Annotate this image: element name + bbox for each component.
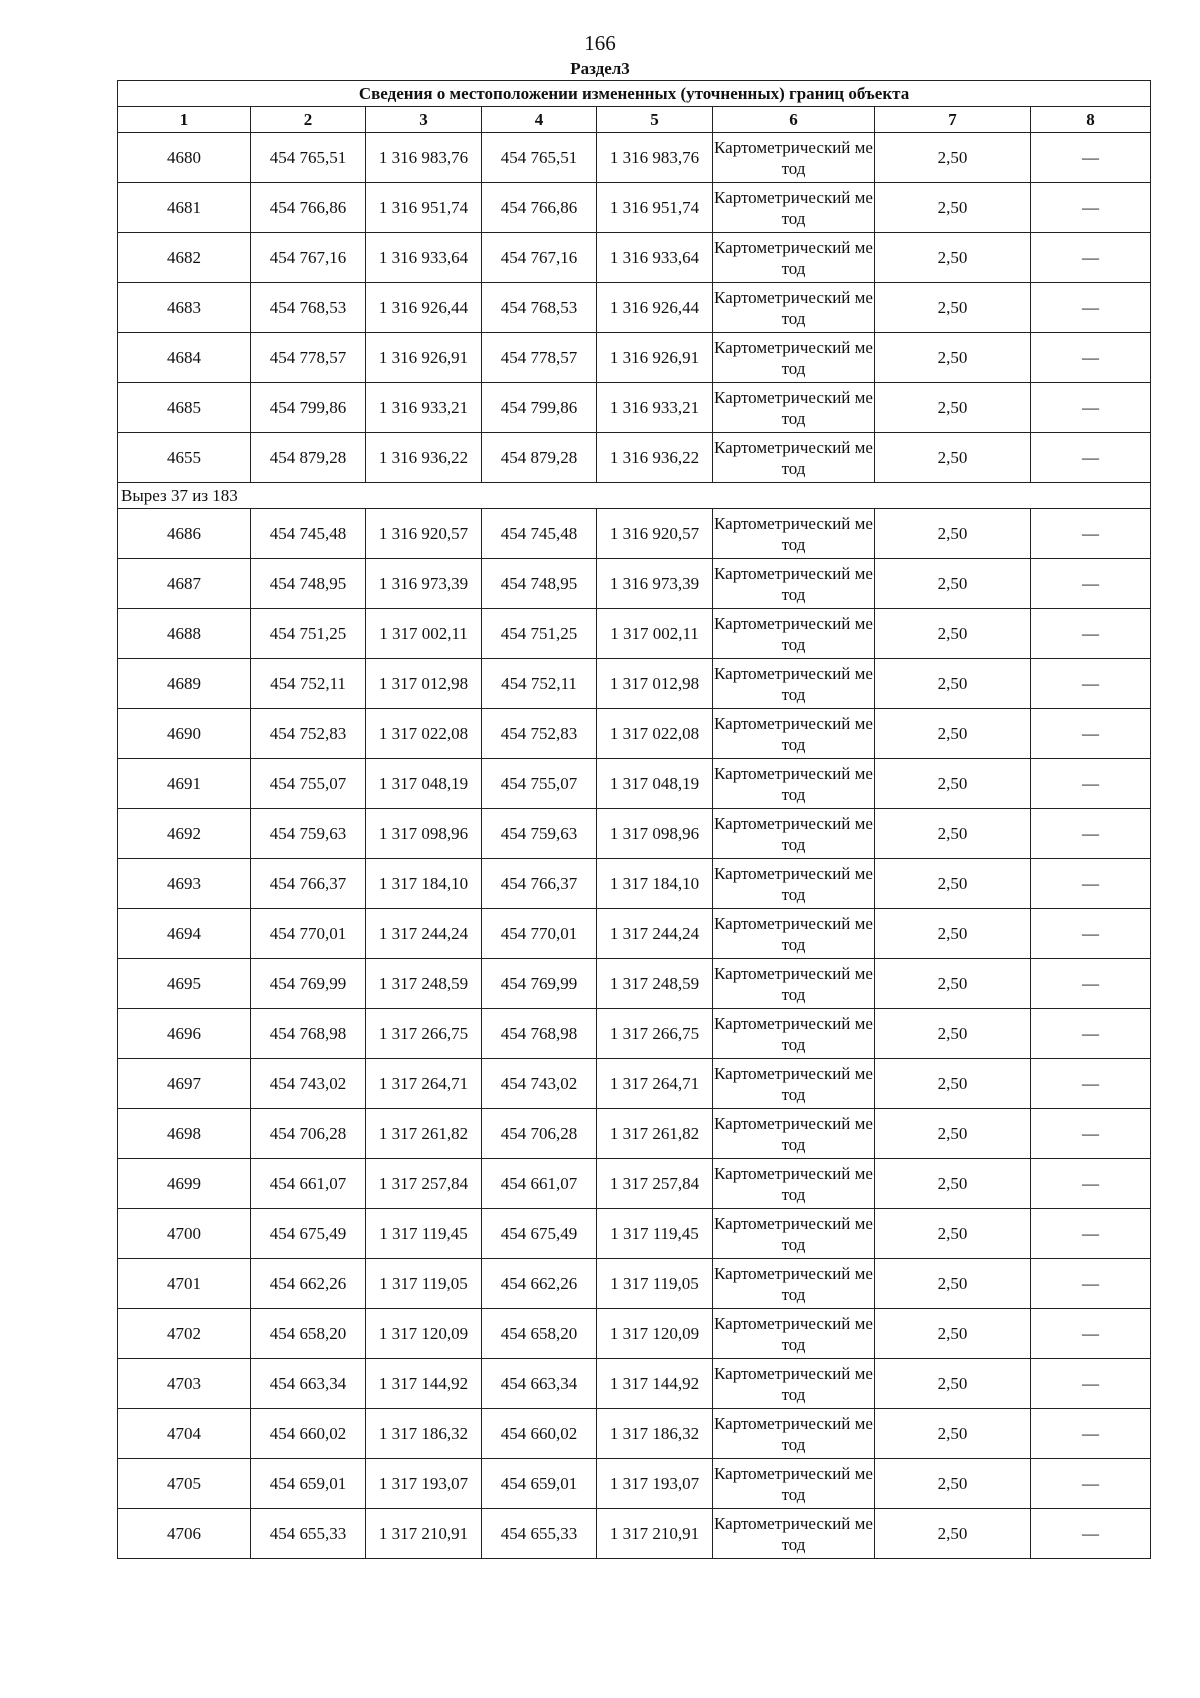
method-cell: Картометрический метод bbox=[713, 1459, 875, 1509]
accuracy-cell: 2,50 bbox=[875, 609, 1031, 659]
table-row bbox=[118, 1159, 1151, 1209]
x-coordinate-new-cell: 454 745,48 bbox=[482, 509, 597, 559]
y-coordinate-new-cell: 1 317 120,09 bbox=[597, 1309, 713, 1359]
y-coordinate-cell: 1 317 264,71 bbox=[366, 1059, 482, 1109]
note-cell: — bbox=[1031, 183, 1151, 233]
method-cell: Картометрический метод bbox=[713, 609, 875, 659]
page-number: 166 bbox=[584, 31, 616, 55]
y-coordinate-cell: 1 317 002,11 bbox=[366, 609, 482, 659]
method-cell: Картометрический метод bbox=[713, 1059, 875, 1109]
method-cell: Картометрический метод bbox=[713, 959, 875, 1009]
method-cell: Картометрический метод bbox=[713, 1409, 875, 1459]
x-coordinate-cell: 454 660,02 bbox=[251, 1409, 366, 1459]
table-row bbox=[118, 1459, 1151, 1509]
table-row bbox=[118, 759, 1151, 809]
y-coordinate-cell: 1 317 261,82 bbox=[366, 1109, 482, 1159]
x-coordinate-cell: 454 767,16 bbox=[251, 233, 366, 283]
y-coordinate-new-cell: 1 317 022,08 bbox=[597, 709, 713, 759]
point-number-cell: 4696 bbox=[118, 1009, 251, 1059]
note-cell: — bbox=[1031, 1059, 1151, 1109]
accuracy-cell: 2,50 bbox=[875, 659, 1031, 709]
accuracy-cell: 2,50 bbox=[875, 859, 1031, 909]
accuracy-cell: 2,50 bbox=[875, 1409, 1031, 1459]
accuracy-cell: 2,50 bbox=[875, 283, 1031, 333]
table-row bbox=[118, 1109, 1151, 1159]
method-cell: Картометрический метод bbox=[713, 383, 875, 433]
point-number-cell: 4705 bbox=[118, 1459, 251, 1509]
y-coordinate-cell: 1 317 048,19 bbox=[366, 759, 482, 809]
method-cell: Картометрический метод bbox=[713, 1009, 875, 1059]
x-coordinate-new-cell: 454 799,86 bbox=[482, 383, 597, 433]
point-number-cell: 4701 bbox=[118, 1259, 251, 1309]
x-coordinate-new-cell: 454 706,28 bbox=[482, 1109, 597, 1159]
y-coordinate-cell: 1 317 257,84 bbox=[366, 1159, 482, 1209]
y-coordinate-cell: 1 317 186,32 bbox=[366, 1409, 482, 1459]
point-number-cell: 4681 bbox=[118, 183, 251, 233]
x-coordinate-new-cell: 454 778,57 bbox=[482, 333, 597, 383]
method-cell: Картометрический метод bbox=[713, 183, 875, 233]
x-coordinate-cell: 454 706,28 bbox=[251, 1109, 366, 1159]
table-row bbox=[118, 283, 1151, 333]
x-coordinate-cell: 454 745,48 bbox=[251, 509, 366, 559]
accuracy-cell: 2,50 bbox=[875, 433, 1031, 483]
method-cell: Картометрический метод bbox=[713, 559, 875, 609]
y-coordinate-new-cell: 1 317 210,91 bbox=[597, 1509, 713, 1559]
method-cell: Картометрический метод bbox=[713, 333, 875, 383]
x-coordinate-new-cell: 454 659,01 bbox=[482, 1459, 597, 1509]
method-cell: Картометрический метод bbox=[713, 433, 875, 483]
x-coordinate-new-cell: 454 759,63 bbox=[482, 809, 597, 859]
column-header-8: 8 bbox=[1031, 107, 1151, 133]
note-cell: — bbox=[1031, 1459, 1151, 1509]
x-coordinate-cell: 454 752,83 bbox=[251, 709, 366, 759]
accuracy-cell: 2,50 bbox=[875, 133, 1031, 183]
column-number-row bbox=[118, 107, 1151, 133]
x-coordinate-cell: 454 748,95 bbox=[251, 559, 366, 609]
x-coordinate-new-cell: 454 752,11 bbox=[482, 659, 597, 709]
y-coordinate-new-cell: 1 316 973,39 bbox=[597, 559, 713, 609]
y-coordinate-cell: 1 317 119,05 bbox=[366, 1259, 482, 1309]
x-coordinate-cell: 454 778,57 bbox=[251, 333, 366, 383]
y-coordinate-new-cell: 1 317 266,75 bbox=[597, 1009, 713, 1059]
method-cell: Картометрический метод bbox=[713, 759, 875, 809]
x-coordinate-new-cell: 454 752,83 bbox=[482, 709, 597, 759]
y-coordinate-cell: 1 317 144,92 bbox=[366, 1359, 482, 1409]
point-number-cell: 4689 bbox=[118, 659, 251, 709]
table-row bbox=[118, 1409, 1151, 1459]
y-coordinate-cell: 1 317 184,10 bbox=[366, 859, 482, 909]
note-cell: — bbox=[1031, 1309, 1151, 1359]
x-coordinate-cell: 454 658,20 bbox=[251, 1309, 366, 1359]
note-cell: — bbox=[1031, 283, 1151, 333]
y-coordinate-new-cell: 1 316 951,74 bbox=[597, 183, 713, 233]
x-coordinate-cell: 454 769,99 bbox=[251, 959, 366, 1009]
table-row bbox=[118, 609, 1151, 659]
method-cell: Картометрический метод bbox=[713, 1509, 875, 1559]
group-label: Вырез 37 из 183 bbox=[118, 483, 1151, 509]
note-cell: — bbox=[1031, 1209, 1151, 1259]
y-coordinate-cell: 1 316 926,44 bbox=[366, 283, 482, 333]
group-label-row bbox=[118, 483, 1151, 509]
y-coordinate-cell: 1 316 926,91 bbox=[366, 333, 482, 383]
method-cell: Картометрический метод bbox=[713, 509, 875, 559]
table-row bbox=[118, 183, 1151, 233]
y-coordinate-new-cell: 1 317 261,82 bbox=[597, 1109, 713, 1159]
note-cell: — bbox=[1031, 1159, 1151, 1209]
column-header-2: 2 bbox=[251, 107, 366, 133]
x-coordinate-new-cell: 454 770,01 bbox=[482, 909, 597, 959]
table-row bbox=[118, 433, 1151, 483]
table-row bbox=[118, 1259, 1151, 1309]
note-cell: — bbox=[1031, 1259, 1151, 1309]
accuracy-cell: 2,50 bbox=[875, 709, 1031, 759]
table-row bbox=[118, 709, 1151, 759]
x-coordinate-cell: 454 751,25 bbox=[251, 609, 366, 659]
x-coordinate-new-cell: 454 768,53 bbox=[482, 283, 597, 333]
point-number-cell: 4688 bbox=[118, 609, 251, 659]
note-cell: — bbox=[1031, 1009, 1151, 1059]
method-cell: Картометрический метод bbox=[713, 1159, 875, 1209]
y-coordinate-new-cell: 1 317 012,98 bbox=[597, 659, 713, 709]
y-coordinate-new-cell: 1 317 186,32 bbox=[597, 1409, 713, 1459]
accuracy-cell: 2,50 bbox=[875, 1159, 1031, 1209]
note-cell: — bbox=[1031, 809, 1151, 859]
note-cell: — bbox=[1031, 609, 1151, 659]
point-number-cell: 4684 bbox=[118, 333, 251, 383]
note-cell: — bbox=[1031, 1509, 1151, 1559]
table-row bbox=[118, 909, 1151, 959]
column-header-4: 4 bbox=[482, 107, 597, 133]
y-coordinate-new-cell: 1 316 936,22 bbox=[597, 433, 713, 483]
point-number-cell: 4698 bbox=[118, 1109, 251, 1159]
table-title: Сведения о местоположении измененных (уточненных) границ объекта bbox=[118, 81, 1151, 107]
accuracy-cell: 2,50 bbox=[875, 1459, 1031, 1509]
y-coordinate-cell: 1 317 244,24 bbox=[366, 909, 482, 959]
y-coordinate-cell: 1 316 920,57 bbox=[366, 509, 482, 559]
column-header-6: 6 bbox=[713, 107, 875, 133]
y-coordinate-cell: 1 317 012,98 bbox=[366, 659, 482, 709]
note-cell: — bbox=[1031, 1109, 1151, 1159]
method-cell: Картометрический метод bbox=[713, 1309, 875, 1359]
point-number-cell: 4700 bbox=[118, 1209, 251, 1259]
y-coordinate-cell: 1 317 120,09 bbox=[366, 1309, 482, 1359]
table-row bbox=[118, 859, 1151, 909]
x-coordinate-new-cell: 454 751,25 bbox=[482, 609, 597, 659]
y-coordinate-new-cell: 1 317 048,19 bbox=[597, 759, 713, 809]
table-row bbox=[118, 809, 1151, 859]
point-number-cell: 4682 bbox=[118, 233, 251, 283]
y-coordinate-new-cell: 1 316 933,64 bbox=[597, 233, 713, 283]
note-cell: — bbox=[1031, 233, 1151, 283]
point-number-cell: 4685 bbox=[118, 383, 251, 433]
y-coordinate-new-cell: 1 316 926,91 bbox=[597, 333, 713, 383]
note-cell: — bbox=[1031, 759, 1151, 809]
x-coordinate-new-cell: 454 743,02 bbox=[482, 1059, 597, 1109]
method-cell: Картометрический метод bbox=[713, 1359, 875, 1409]
table-row bbox=[118, 383, 1151, 433]
note-cell: — bbox=[1031, 1409, 1151, 1459]
y-coordinate-cell: 1 316 933,64 bbox=[366, 233, 482, 283]
accuracy-cell: 2,50 bbox=[875, 959, 1031, 1009]
point-number-cell: 4704 bbox=[118, 1409, 251, 1459]
note-cell: — bbox=[1031, 509, 1151, 559]
x-coordinate-cell: 454 766,37 bbox=[251, 859, 366, 909]
y-coordinate-cell: 1 316 933,21 bbox=[366, 383, 482, 433]
point-number-cell: 4699 bbox=[118, 1159, 251, 1209]
table-title-row bbox=[118, 81, 1151, 107]
accuracy-cell: 2,50 bbox=[875, 333, 1031, 383]
y-coordinate-new-cell: 1 316 920,57 bbox=[597, 509, 713, 559]
table-row bbox=[118, 333, 1151, 383]
x-coordinate-cell: 454 661,07 bbox=[251, 1159, 366, 1209]
accuracy-cell: 2,50 bbox=[875, 559, 1031, 609]
note-cell: — bbox=[1031, 133, 1151, 183]
method-cell: Картометрический метод bbox=[713, 909, 875, 959]
x-coordinate-cell: 454 765,51 bbox=[251, 133, 366, 183]
y-coordinate-cell: 1 317 266,75 bbox=[366, 1009, 482, 1059]
accuracy-cell: 2,50 bbox=[875, 1109, 1031, 1159]
x-coordinate-new-cell: 454 675,49 bbox=[482, 1209, 597, 1259]
point-number-cell: 4683 bbox=[118, 283, 251, 333]
method-cell: Картометрический метод bbox=[713, 809, 875, 859]
x-coordinate-new-cell: 454 755,07 bbox=[482, 759, 597, 809]
y-coordinate-new-cell: 1 316 926,44 bbox=[597, 283, 713, 333]
y-coordinate-new-cell: 1 317 002,11 bbox=[597, 609, 713, 659]
y-coordinate-cell: 1 317 210,91 bbox=[366, 1509, 482, 1559]
x-coordinate-cell: 454 675,49 bbox=[251, 1209, 366, 1259]
note-cell: — bbox=[1031, 433, 1151, 483]
point-number-cell: 4703 bbox=[118, 1359, 251, 1409]
method-cell: Картометрический метод bbox=[713, 709, 875, 759]
x-coordinate-new-cell: 454 767,16 bbox=[482, 233, 597, 283]
y-coordinate-new-cell: 1 317 098,96 bbox=[597, 809, 713, 859]
x-coordinate-cell: 454 659,01 bbox=[251, 1459, 366, 1509]
point-number-cell: 4687 bbox=[118, 559, 251, 609]
method-cell: Картометрический метод bbox=[713, 659, 875, 709]
y-coordinate-new-cell: 1 317 119,45 bbox=[597, 1209, 713, 1259]
table-row bbox=[118, 659, 1151, 709]
accuracy-cell: 2,50 bbox=[875, 1009, 1031, 1059]
point-number-cell: 4706 bbox=[118, 1509, 251, 1559]
point-number-cell: 4692 bbox=[118, 809, 251, 859]
point-number-cell: 4690 bbox=[118, 709, 251, 759]
point-number-cell: 4655 bbox=[118, 433, 251, 483]
method-cell: Картометрический метод bbox=[713, 133, 875, 183]
method-cell: Картометрический метод bbox=[713, 859, 875, 909]
y-coordinate-cell: 1 316 951,74 bbox=[366, 183, 482, 233]
y-coordinate-new-cell: 1 317 244,24 bbox=[597, 909, 713, 959]
x-coordinate-new-cell: 454 661,07 bbox=[482, 1159, 597, 1209]
x-coordinate-new-cell: 454 766,86 bbox=[482, 183, 597, 233]
x-coordinate-new-cell: 454 879,28 bbox=[482, 433, 597, 483]
accuracy-cell: 2,50 bbox=[875, 1309, 1031, 1359]
table-row bbox=[118, 509, 1151, 559]
y-coordinate-cell: 1 317 098,96 bbox=[366, 809, 482, 859]
column-header-5: 5 bbox=[597, 107, 713, 133]
x-coordinate-cell: 454 743,02 bbox=[251, 1059, 366, 1109]
column-header-3: 3 bbox=[366, 107, 482, 133]
y-coordinate-new-cell: 1 317 184,10 bbox=[597, 859, 713, 909]
y-coordinate-cell: 1 317 119,45 bbox=[366, 1209, 482, 1259]
note-cell: — bbox=[1031, 859, 1151, 909]
x-coordinate-new-cell: 454 768,98 bbox=[482, 1009, 597, 1059]
note-cell: — bbox=[1031, 959, 1151, 1009]
y-coordinate-new-cell: 1 317 144,92 bbox=[597, 1359, 713, 1409]
y-coordinate-new-cell: 1 317 264,71 bbox=[597, 1059, 713, 1109]
y-coordinate-new-cell: 1 316 933,21 bbox=[597, 383, 713, 433]
method-cell: Картометрический метод bbox=[713, 1109, 875, 1159]
accuracy-cell: 2,50 bbox=[875, 759, 1031, 809]
x-coordinate-new-cell: 454 655,33 bbox=[482, 1509, 597, 1559]
note-cell: — bbox=[1031, 333, 1151, 383]
note-cell: — bbox=[1031, 709, 1151, 759]
y-coordinate-cell: 1 316 983,76 bbox=[366, 133, 482, 183]
x-coordinate-new-cell: 454 748,95 bbox=[482, 559, 597, 609]
x-coordinate-cell: 454 879,28 bbox=[251, 433, 366, 483]
accuracy-cell: 2,50 bbox=[875, 1209, 1031, 1259]
accuracy-cell: 2,50 bbox=[875, 509, 1031, 559]
y-coordinate-new-cell: 1 317 248,59 bbox=[597, 959, 713, 1009]
table-body bbox=[118, 133, 1151, 1559]
accuracy-cell: 2,50 bbox=[875, 1059, 1031, 1109]
accuracy-cell: 2,50 bbox=[875, 233, 1031, 283]
section-title: Раздел3 bbox=[570, 59, 630, 78]
table-row bbox=[118, 1359, 1151, 1409]
note-cell: — bbox=[1031, 383, 1151, 433]
note-cell: — bbox=[1031, 1359, 1151, 1409]
x-coordinate-cell: 454 655,33 bbox=[251, 1509, 366, 1559]
x-coordinate-cell: 454 752,11 bbox=[251, 659, 366, 709]
y-coordinate-cell: 1 317 248,59 bbox=[366, 959, 482, 1009]
accuracy-cell: 2,50 bbox=[875, 1509, 1031, 1559]
coordinates-table bbox=[117, 80, 1151, 1559]
x-coordinate-new-cell: 454 663,34 bbox=[482, 1359, 597, 1409]
accuracy-cell: 2,50 bbox=[875, 1359, 1031, 1409]
table-row bbox=[118, 1059, 1151, 1109]
x-coordinate-cell: 454 663,34 bbox=[251, 1359, 366, 1409]
x-coordinate-new-cell: 454 660,02 bbox=[482, 1409, 597, 1459]
x-coordinate-cell: 454 768,53 bbox=[251, 283, 366, 333]
note-cell: — bbox=[1031, 909, 1151, 959]
note-cell: — bbox=[1031, 559, 1151, 609]
point-number-cell: 4691 bbox=[118, 759, 251, 809]
y-coordinate-cell: 1 317 193,07 bbox=[366, 1459, 482, 1509]
x-coordinate-cell: 454 766,86 bbox=[251, 183, 366, 233]
table-row bbox=[118, 1209, 1151, 1259]
note-cell: — bbox=[1031, 659, 1151, 709]
accuracy-cell: 2,50 bbox=[875, 909, 1031, 959]
table-row bbox=[118, 233, 1151, 283]
y-coordinate-new-cell: 1 317 257,84 bbox=[597, 1159, 713, 1209]
x-coordinate-cell: 454 759,63 bbox=[251, 809, 366, 859]
x-coordinate-new-cell: 454 662,26 bbox=[482, 1259, 597, 1309]
point-number-cell: 4693 bbox=[118, 859, 251, 909]
column-header-7: 7 bbox=[875, 107, 1031, 133]
point-number-cell: 4697 bbox=[118, 1059, 251, 1109]
column-header-1: 1 bbox=[118, 107, 251, 133]
y-coordinate-cell: 1 316 936,22 bbox=[366, 433, 482, 483]
table-row bbox=[118, 1309, 1151, 1359]
point-number-cell: 4694 bbox=[118, 909, 251, 959]
y-coordinate-new-cell: 1 317 193,07 bbox=[597, 1459, 713, 1509]
accuracy-cell: 2,50 bbox=[875, 1259, 1031, 1309]
point-number-cell: 4695 bbox=[118, 959, 251, 1009]
accuracy-cell: 2,50 bbox=[875, 183, 1031, 233]
y-coordinate-new-cell: 1 317 119,05 bbox=[597, 1259, 713, 1309]
y-coordinate-new-cell: 1 316 983,76 bbox=[597, 133, 713, 183]
x-coordinate-cell: 454 755,07 bbox=[251, 759, 366, 809]
table-row bbox=[118, 1009, 1151, 1059]
x-coordinate-new-cell: 454 658,20 bbox=[482, 1309, 597, 1359]
x-coordinate-cell: 454 768,98 bbox=[251, 1009, 366, 1059]
x-coordinate-cell: 454 799,86 bbox=[251, 383, 366, 433]
x-coordinate-new-cell: 454 766,37 bbox=[482, 859, 597, 909]
table-row bbox=[118, 959, 1151, 1009]
x-coordinate-new-cell: 454 765,51 bbox=[482, 133, 597, 183]
x-coordinate-cell: 454 770,01 bbox=[251, 909, 366, 959]
method-cell: Картометрический метод bbox=[713, 1209, 875, 1259]
table-row bbox=[118, 1509, 1151, 1559]
point-number-cell: 4686 bbox=[118, 509, 251, 559]
x-coordinate-new-cell: 454 769,99 bbox=[482, 959, 597, 1009]
method-cell: Картометрический метод bbox=[713, 1259, 875, 1309]
table-row bbox=[118, 559, 1151, 609]
method-cell: Картометрический метод bbox=[713, 283, 875, 333]
accuracy-cell: 2,50 bbox=[875, 383, 1031, 433]
point-number-cell: 4702 bbox=[118, 1309, 251, 1359]
y-coordinate-cell: 1 317 022,08 bbox=[366, 709, 482, 759]
table-row bbox=[118, 133, 1151, 183]
y-coordinate-cell: 1 316 973,39 bbox=[366, 559, 482, 609]
method-cell: Картометрический метод bbox=[713, 233, 875, 283]
point-number-cell: 4680 bbox=[118, 133, 251, 183]
x-coordinate-cell: 454 662,26 bbox=[251, 1259, 366, 1309]
accuracy-cell: 2,50 bbox=[875, 809, 1031, 859]
